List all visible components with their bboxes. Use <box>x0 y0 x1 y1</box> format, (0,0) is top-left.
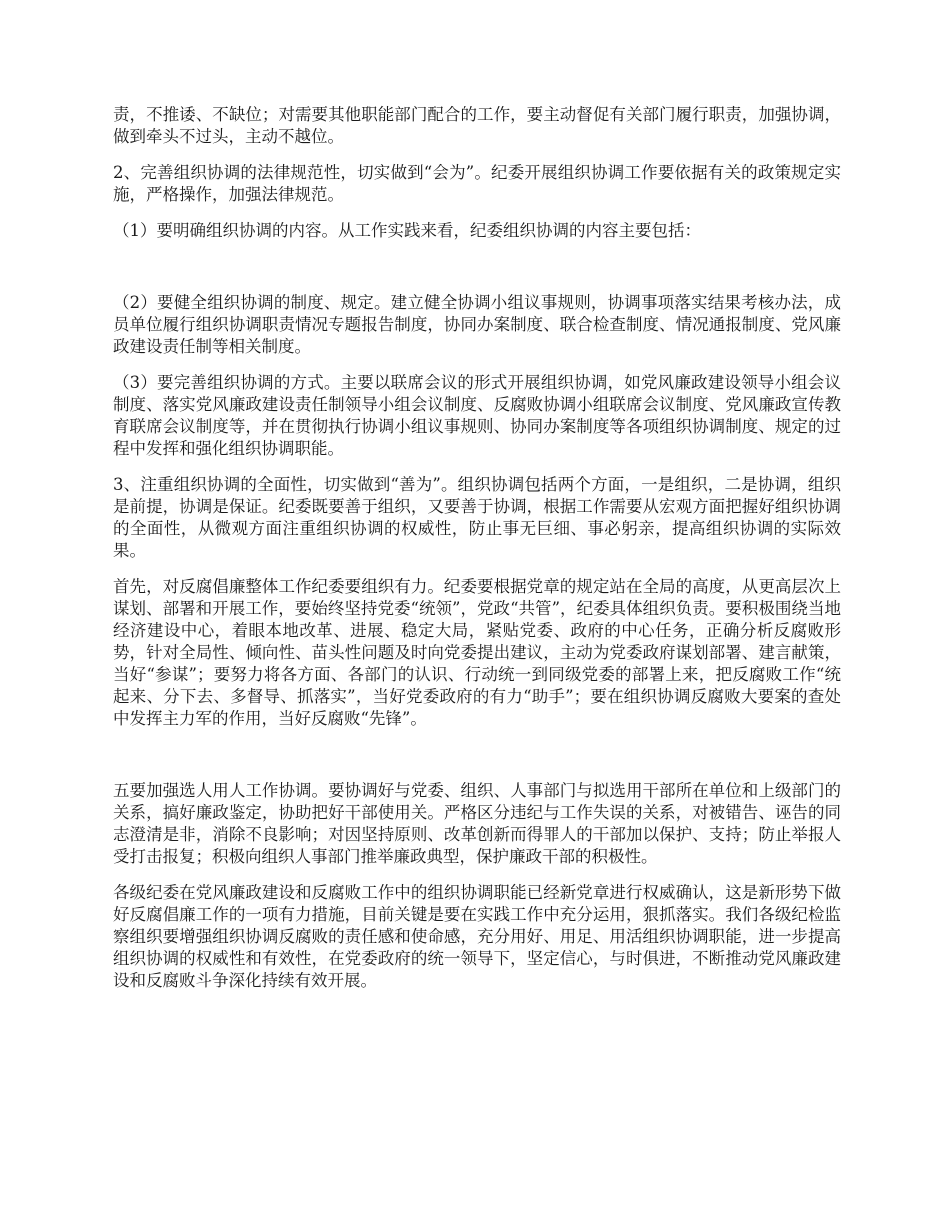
document-body <box>113 104 841 992</box>
paragraph-8: 五要加强选人用人工作协调。要协调好与党委、组织、人事部门与拟选用干部所在单位和上级部门的关系，搞好廉政鉴定，协助把好干部使用关。严格区分违纪与工作失误的关系，对被错告、诬告的同志澄清是非，消除不良影响；对因坚持原则、改革创新而得罪人的干部加以保护、支持；防止举报人受打击报复；积极向组织人事部门推举廉政典型，保护廉政干部的积极性。 <box>113 781 841 866</box>
paragraph-1: 责，不推诿、不缺位；对需要其他职能部门配合的工作，要主动督促有关部门履行职责，加强协调，做到牵头不过头，主动不越位。 <box>113 105 841 146</box>
paragraph-3: （1）要明确组织协调的内容。从工作实践来看，纪委组织协调的内容主要包括： <box>113 221 701 240</box>
paragraph-spacer <box>113 358 841 372</box>
paragraph-spacer <box>113 868 841 882</box>
paragraph-6: 3、注重组织协调的全面性，切实做到“善为”。组织协调包括两个方面，一是组织，二是协调，组织是前提，协调是保证。纪委既要善于组织，又要善于协调，根据工作需要从宏观方面把握好组织协调的全面性，从微观方面注重组织协调的权威性，防止事无巨细、事必躬亲，提高组织协调的实际效果。 <box>113 475 841 560</box>
paragraph-spacer <box>113 278 841 292</box>
paragraph-spacer <box>113 460 841 474</box>
paragraph-9: 各级纪委在党风廉政建设和反腐败工作中的组织协调职能已经新党章进行权威确认，这是新形势下做好反腐倡廉工作的一项有力措施，目前关键是要在实践工作中充分运用，狠抓落实。我们各级纪检监察组织要增强组织协调反腐败的责任感和使命感，充分用好、用足、用活组织协调职能，进一步提高组织协调的权威性和有效性，在党委政府的统一领导下，坚定信心，与时俱进，不断推动党风廉政建设和反腐败斗争深化持续有效开展。 <box>113 883 841 990</box>
paragraph-2: 2、完善组织协调的法律规范性，切实做到“会为”。纪委开展组织协调工作要依据有关的政策规定实施，严格操作，加强法律规范。 <box>113 163 841 204</box>
paragraph-spacer <box>113 148 841 162</box>
paragraph-5: （3）要完善组织协调的方式。主要以联席会议的形式开展组织协调，如党风廉政建设领导小组会议制度、落实党风廉政建设责任制领导小组会议制度、反腐败协调小组联席会议制度、党风廉政宣传教育联席会议制度等，并在贯彻执行协调小组议事规则、协同办案制度等各项组织协调制度、规定的过程中发挥和强化组织协调职能。 <box>113 373 841 458</box>
paragraph-spacer <box>113 562 841 576</box>
paragraph-spacer <box>113 206 841 220</box>
paragraph-4: （2）要健全组织协调的制度、规定。建立健全协调小组议事规则，协调事项落实结果考核办法，成员单位履行组织协调职责情况专题报告制度，协同办案制度、联合检查制度、情况通报制度、党风廉政建设责任制等相关制度。 <box>113 293 841 356</box>
blank-gap <box>113 242 841 278</box>
paragraph-spacer <box>113 766 841 780</box>
blank-gap <box>113 730 841 766</box>
paragraph-7: 首先，对反腐倡廉整体工作纪委要组织有力。纪委要根据党章的规定站在全局的高度，从更高层次上谋划、部署和开展工作，要始终坚持党委“统领”，党政“共管”，纪委具体组织负责。要积极围绕当地经济建设中心，着眼本地改革、进展、稳定大局，紧贴党委、政府的中心任务，正确分析反腐败形势，针对全局性、倾向性、苗头性问题及时向党委提出建议，主动为党委政府谋划部署、建言献策，当好“参谋”；要努力将各方面、各部门的认识、行动统一到同级党委的部署上来，把反腐败工作“统起来、分下去、多督导、抓落实”，当好党委政府的有力“助手”；要在组织协调反腐败大要案的查处中发挥主力军的作用，当好反腐败“先锋”。 <box>113 577 841 728</box>
